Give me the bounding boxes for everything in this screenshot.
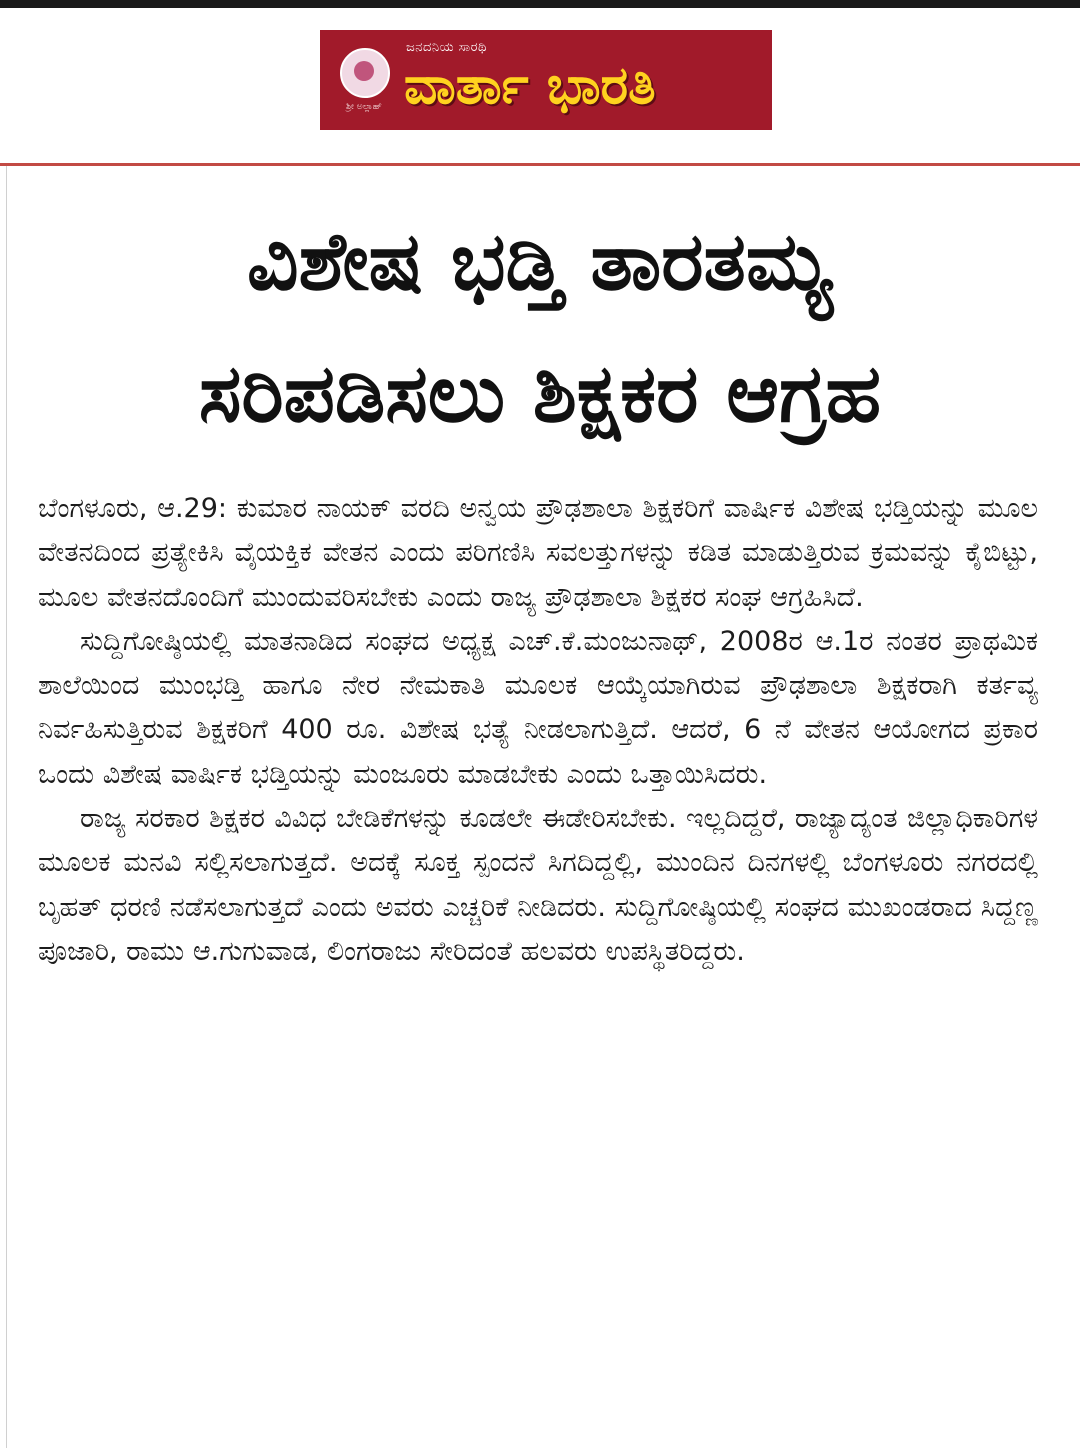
article-headline: [60, 196, 1020, 460]
article-paragraph-2: ಸುದ್ದಿಗೋಷ್ಠಿಯಲ್ಲಿ ಮಾತನಾಡಿದ ಸಂಘದ ಅಧ್ಯಕ್ಷ ಎಚ್.ಕೆ.ಮಂಜುನಾಥ್, 2008ರ ಆ.1ರ ನಂತರ ಪ್ರಾಥಮಿಕ ಶಾಲೆಯಿಂದ ಮುಂಭಡ್ತಿ ಹಾಗೂ ನೇರ ನೇಮಕಾತಿ ಮೂಲಕ ಆಯ್ಕೆಯಾಗಿರುವ ಪ್ರೌಢಶಾಲಾ ಶಿಕ್ಷಕರಾಗಿ ಕರ್ತವ್ಯ ನಿರ್ವಹಿಸುತ್ತಿರುವ ಶಿಕ್ಷಕರಿಗೆ 400 ರೂ. ವಿಶೇಷ ಭತ್ಯೆ ನೀಡಲಾಗುತ್ತಿದೆ. ಆದರೆ, 6 ನೆ ವೇತನ ಆಯೋಗದ ಪ್ರಕಾರ ಒಂದು ವಿಶೇಷ ವಾರ್ಷಿಕ ಭಡ್ತಿಯನ್ನು ಮಂಜೂರು ಮಾಡಬೇಕು ಎಂದು ಒತ್ತಾಯಿಸಿದರು.: [38, 625, 1038, 790]
masthead-tagline: ಜನದನಿಯ ಸಾರಥಿ: [406, 40, 487, 55]
top-border-strip: [0, 0, 1080, 8]
newspaper-emblem-icon: [340, 48, 390, 98]
headline-line-2: ಸರಿಪಡಿಸಲು ಶಿಕ್ಷಕರ ಆಗ್ರಹ: [198, 347, 882, 440]
article-paragraph-1: ಬೆಂಗಳೂರು, ಆ.29: ಕುಮಾರ ನಾಯಕ್ ವರದಿ ಅನ್ವಯ ಪ್ರೌಢಶಾಲಾ ಶಿಕ್ಷಕರಿಗೆ ವಾರ್ಷಿಕ ವಿಶೇಷ ಭಡ್ತಿಯನ್ನು ಮೂಲ ವೇತನದಿಂದ ಪ್ರತ್ಯೇಕಿಸಿ ವೈಯಕ್ತಿಕ ವೇತನ ಎಂದು ಪರಿಗಣಿಸಿ ಸವಲತ್ತುಗಳನ್ನು ಕಡಿತ ಮಾಡುತ್ತಿರುವ ಕ್ರಮವನ್ನು ಕೈಬಿಟ್ಟು, ಮೂಲ ವೇತನದೊಂದಿಗೆ ಮುಂದುವರಿಸಬೇಕು ಎಂದು ರಾಜ್ಯ ಪ್ರೌಢಶಾಲಾ ಶಿಕ್ಷಕರ ಸಂಘ ಆಗ್ರಹಿಸಿದೆ.: [38, 493, 1038, 613]
masthead-divider: [0, 163, 1080, 166]
newspaper-name: ವಾರ್ತಾ ಭಾರತಿ: [404, 56, 656, 116]
emblem-caption: ಶ್ರೀ ಅಲ್ಲಾಹ್: [346, 102, 382, 112]
article-paragraph-3: ರಾಜ್ಯ ಸರಕಾರ ಶಿಕ್ಷಕರ ವಿವಿಧ ಬೇಡಿಕೆಗಳನ್ನು ಕೂಡಲೇ ಈಡೇರಿಸಬೇಕು. ಇಲ್ಲದಿದ್ದರೆ, ರಾಜ್ಯಾದ್ಯಂತ ಜಿಲ್ಲಾಧಿಕಾರಿಗಳ ಮೂಲಕ ಮನವಿ ಸಲ್ಲಿಸಲಾಗುತ್ತದೆ. ಅದಕ್ಕೆ ಸೂಕ್ತ ಸ್ಪಂದನೆ ಸಿಗದಿದ್ದಲ್ಲಿ, ಮುಂದಿನ ದಿನಗಳಲ್ಲಿ ಬೆಂಗಳೂರು ನಗರದಲ್ಲಿ ಬೃಹತ್ ಧರಣಿ ನಡೆಸಲಾಗುತ್ತದೆ ಎಂದು ಅವರು ಎಚ್ಚರಿಕೆ ನೀಡಿದರು. ಸುದ್ದಿಗೋಷ್ಠಿಯಲ್ಲಿ ಸಂಘದ ಮುಖಂಡರಾದ ಸಿದ್ದಣ್ಣ ಪೂಜಾರಿ, ರಾಮು ಆ.ಗುಗುವಾಡ, ಲಿಂಗರಾಜು ಸೇರಿದಂತೆ ಹಲವರು ಉಪಸ್ಥಿತರಿದ್ದರು.: [38, 803, 1038, 967]
masthead-logo: [320, 30, 772, 130]
article-body: [38, 487, 1038, 974]
column-border: [6, 166, 7, 1448]
headline-line-1: ವಿಶೇಷ ಭಡ್ತಿ ತಾರತಮ್ಯ: [246, 215, 834, 308]
